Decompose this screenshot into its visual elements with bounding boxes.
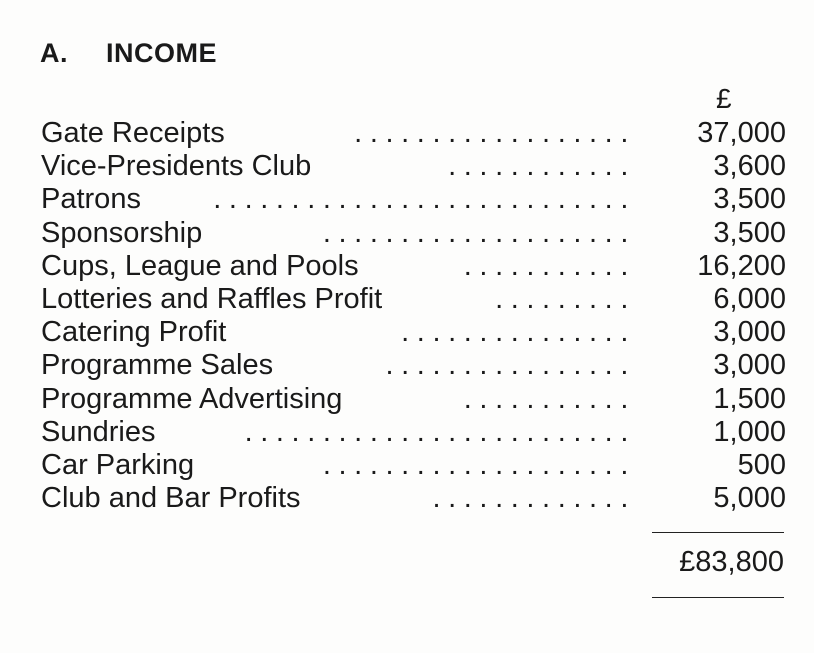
income-row [41,217,786,250]
income-label: Sundries [41,415,156,448]
dot-leader: ......... [495,282,636,315]
income-row [41,283,786,316]
dot-leader: ........... [463,382,636,415]
subtotal-rule [652,532,784,533]
income-amount: 1,500 [713,382,786,415]
income-label: Programme Sales [41,349,274,382]
dot-leader: ........................... [213,183,636,216]
dot-leader: ............. [432,482,636,515]
income-label: Car Parking [41,448,195,481]
income-label: Sponsorship [41,216,203,249]
income-amount: 1,000 [713,415,786,448]
income-list [41,117,786,515]
income-row [41,150,786,183]
income-amount: 5,000 [713,482,786,515]
dot-leader: ............ [448,150,636,183]
income-amount: 3,000 [713,316,786,349]
income-amount: 37,000 [697,117,786,149]
income-row [41,416,786,449]
dot-leader: .................... [322,216,636,249]
income-row [41,449,786,482]
income-row [41,482,786,515]
dot-leader: .................. [354,117,636,149]
dot-leader: ................ [385,349,636,382]
income-amount: 16,200 [697,249,786,282]
income-row [41,349,786,382]
income-label: Cups, League and Pools [41,249,359,282]
dot-leader: .................... [322,448,636,481]
section-letter: A. [40,38,68,68]
income-row [41,183,786,216]
income-row [41,250,786,283]
income-row [41,117,786,150]
income-total: £83,800 [679,546,784,578]
currency-header: £ [716,83,732,114]
income-amount: 6,000 [713,282,786,315]
income-label: Patrons [41,183,141,216]
total-rule [652,597,784,598]
income-amount: 3,600 [713,150,786,183]
income-amount: 3,000 [713,349,786,382]
income-row [41,383,786,416]
income-amount: 3,500 [713,183,786,216]
income-label: Gate Receipts [41,117,225,149]
section-title: INCOME [106,38,217,68]
income-row [41,316,786,349]
income-label: Lotteries and Raffles Profit [41,282,383,315]
dot-leader: ............... [401,316,636,349]
dot-leader: ........... [463,249,636,282]
income-amount: 500 [737,448,786,481]
section-heading [40,38,217,69]
income-label: Programme Advertising [41,382,343,415]
income-label: Vice-Presidents Club [41,150,312,183]
income-label: Catering Profit [41,316,227,349]
income-label: Club and Bar Profits [41,482,301,515]
dot-leader: ......................... [244,415,636,448]
income-amount: 3,500 [713,216,786,249]
